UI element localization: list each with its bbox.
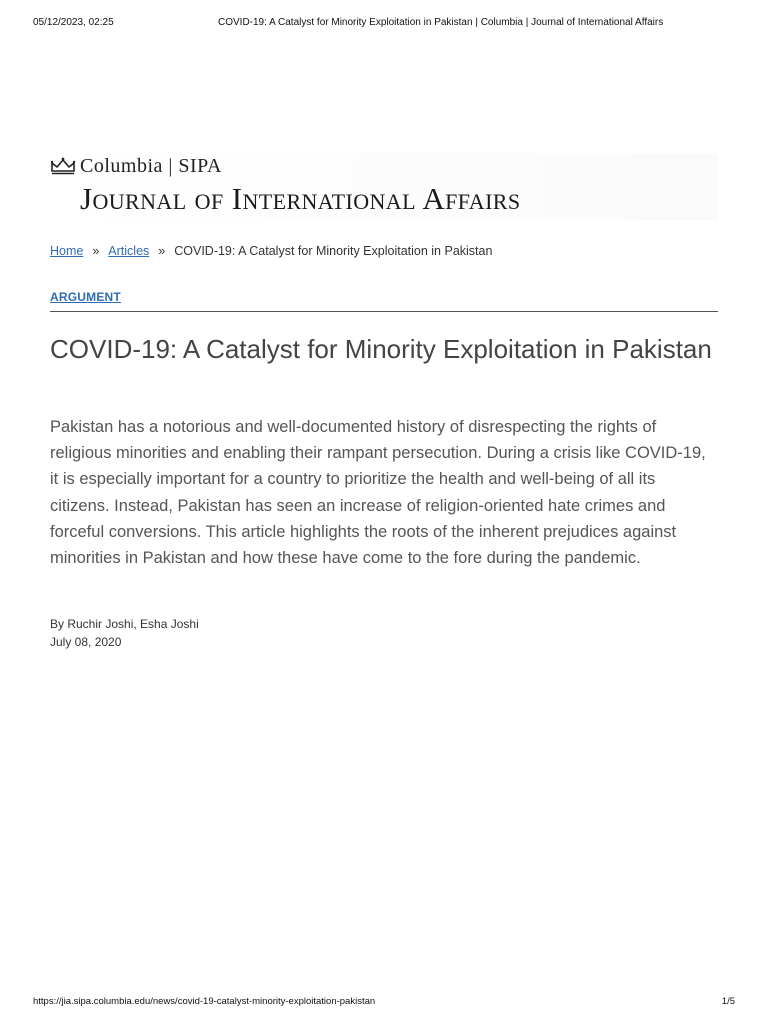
article-summary: Pakistan has a notorious and well-documented history of disrespecting the rights of religious minorities and enabling their rampant persecution. During a crisis like COVID-19, it is especially important for a country to prioritize the health and well-being of all its citizens. Instead, Pakistan has seen an increase of religion-oriented hate crimes and forceful conversions. This article highlights the roots of the inherent prejudices against minorities in Pakistan and how these have come to the fore during the pandemic.	[50, 418, 706, 568]
org-line: Columbia | SIPA	[80, 155, 222, 177]
breadcrumb-home-link[interactable]: Home	[50, 244, 84, 258]
print-datetime: 05/12/2023, 02:25	[33, 17, 114, 28]
divider	[50, 311, 718, 312]
print-page-title: COVID-19: A Catalyst for Minority Exploitation in Pakistan | Columbia | Journal of International Affairs	[218, 17, 664, 28]
category-link[interactable]: ARGUMENT	[50, 290, 121, 304]
article-date: July 08, 2020	[50, 635, 122, 649]
breadcrumb-articles-link[interactable]: Articles	[108, 244, 150, 258]
breadcrumb-separator: »	[158, 244, 166, 258]
article-authors: By Ruchir Joshi, Esha Joshi	[50, 617, 199, 631]
page-indicator: 1/5	[721, 996, 735, 1007]
print-footer	[33, 996, 735, 1010]
breadcrumb-separator: »	[92, 244, 100, 258]
crown-icon	[50, 157, 76, 175]
print-header	[33, 17, 735, 31]
article-title: COVID-19: A Catalyst for Minority Exploitation in Pakistan	[50, 334, 712, 364]
journal-name: Journal of International Affairs	[80, 181, 521, 216]
masthead[interactable]	[50, 153, 718, 220]
breadcrumb-current: COVID-19: A Catalyst for Minority Exploitation in Pakistan	[174, 244, 493, 258]
breadcrumb	[50, 244, 492, 258]
byline	[50, 615, 199, 651]
print-url: https://jia.sipa.columbia.edu/news/covid-19-catalyst-minority-exploitation-pakistan	[33, 996, 376, 1007]
